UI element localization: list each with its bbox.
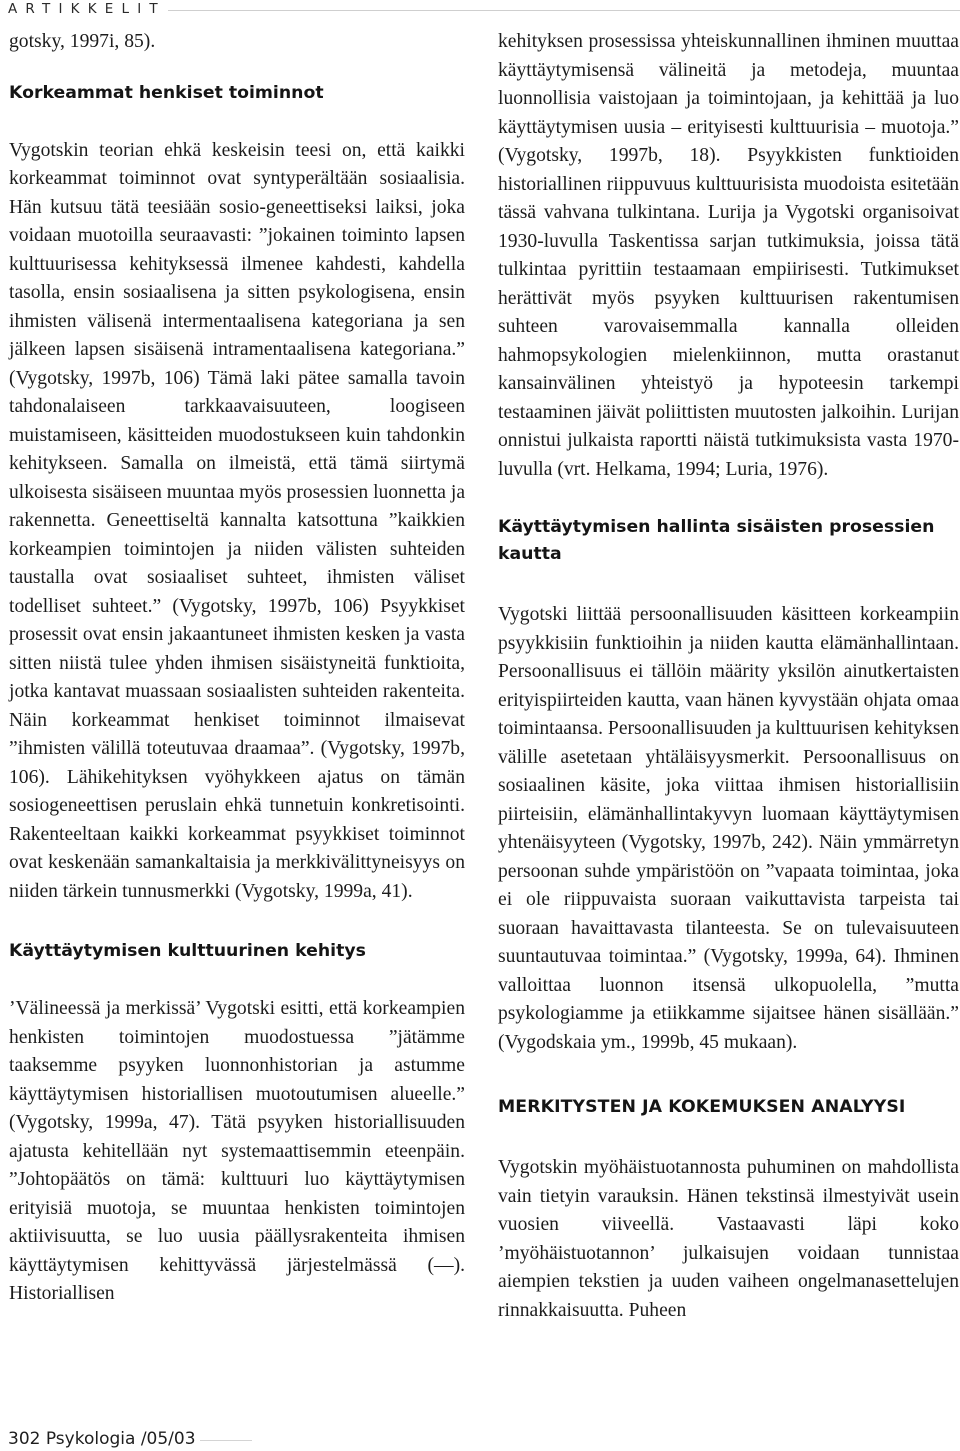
paragraph-left-3: ’Välineessä ja merkissä’ Vygotski esitti, että korkeampien henkisten toimintojen muodostuessa ”jätämme taaksemme psyyken luonnonhistorian ja astumme käyttäytymisen historiallisen muotoutumisen alueelle.” (Vygotsky, 1999a, 47). Tätä psyyken historiallisuuden ajatusta kehitellään nyt systemaattisemmin eteenpäin. ”Johtopäätös on tämä: kulttuuri luo käyttäytymisen erityisiä muotoja, se muuntaa henkisten toimintojen aktiivisuutta, se luo uusia päällysrakenteita ihmisen käyttäytymisen kehittyvässä järjestelmässä (—). Historiallisen (9, 998, 465, 1304)
heading-kayttaytymisen-kulttuurinen-kehitys: Käyttäytymisen kulttuurinen kehitys (9, 941, 366, 961)
paragraph-right-2: Vygotski liittää persoonallisuuden käsitteen korkeampiin psyykkisiin funktioihin ja niiden kautta elämänhallintaan. Persoonallisuus ei tällöin määrity yksilön ainutkertaisten erityispiirteiden kautta, vaan hänen kyvystään ohjata omaa toimintaansa. Persoonallisuuden ja kulttuurisen kehityksen välille asetetaan yhtäläisyysmerkit. Persoonallisuus on sosiaalinen käsite, joka viittaa ihmisen historiallisiin piirteisiin, elämänhallintakyvyn luomaan käyttäytymisen yhtenäisyyteen (Vygotsky, 1997b, 242). Näin ymmärretyn persoonan suhde ympäristöön on ”vapaata toimintaa, joka ei ole riippuvaista suoraan vaikuttavista tarpeista tai suoraan havaittavasta tilanteesta. Se on tulevaisuuteen suuntautuvaa toimintaa.” (Vygotsky, 1999a, 64). Ihminen valloittaa luonnon itsensä ulkopuolella, ”mutta psykologiamme ja etiikkamme sijaitsee hänen sisällään.” (Vygodskaia ym., 1999b, 45 mukaan). (498, 604, 959, 1053)
paragraph-left-2: Vygotskin teorian ehkä keskeisin teesi on, että kaikki korkeammat toiminnot ovat syntyperältään sosiaalisia. Hän kutsuu tätä teesiään sosio-geneettiseksi laiksi, joka voidaan muotoilla seuraavasti: ”jokainen toiminto lapsen kulttuurisessa kehityksessä ilmenee kahdesti, kahdella tasolla, ensin sosiaalisena ja sitten psykologisena, ensin ihmisten välisenä intermentaalisena kategoriana ja sen jälkeen lapsen sisäisenä intramentaalisena kategoriana.” (Vygotsky, 1997b, 106) Tämä laki pätee samalla tavoin tahdonalaiseen tarkkaavaisuuteen, loogiseen muistamiseen, käsitteiden muodostukseen kuin tahdonkin kehitykseen. Samalla on ilmeistä, että tämä siirtymä ulkoisesta sisäiseen muuntaa myös prosessien luonnetta ja rakennetta. Geneettiseltä kannalta katsottuna ”kaikkien korkeampien toimintojen ja niiden välisten suhteiden taustalla ovat sosiaaliset suhteet, ihmisten väliset todelliset suhteet.” (Vygotsky, 1997b, 106) Psyykkiset prosessit ovat ensin jakaantuneet ihmisten kesken ja vasta sitten niistä tulee yhden ihmisen sisäistyneitä funktioita, jotka kantavat muassaan sosiaalisten suhteiden rakenteita. Näin korkeammat henkiset toiminnot ilmaisevat ”ihmisten välillä toteutuvaa draamaa”. (Vygotsky, 1997b, 106). Lähikehityksen vyöhykkeen ajatus on tämän sosiogeneettisen peruslain ehkä tunnetuin konkretisointi. Rakenteeltaan kaikki korkeammat psyykkiset toiminnot ovat keskenään samankaltaisia ja merkkivälittyneisyys on niiden tärkein tunnusmerkki (Vygotsky, 1999a, 41). (9, 139, 466, 902)
heading-merkitysten-ja-kokemuksen-analyysi: MERKITYSTEN JA KOKEMUKSEN ANALYYSI (498, 1097, 906, 1117)
heading-korkeammat-henkiset-toiminnot: Korkeammat henkiset toiminnot (9, 82, 324, 103)
left-column (9, 28, 465, 1309)
section-label: ARTIKKELIT (8, 1, 166, 17)
header-rule (168, 10, 960, 11)
paragraph-right-1: kehityksen prosessissa yhteiskunnallinen ihminen muuttaa käyttäytymisensä välineitä ja metodeja, muuntaa luonnollisia vaistojaan ja toimintojaan, ja kehittää ja luo käyttäytymisen uusia – erityisesti kulttuurisia – muotoja.” (Vygotsky, 1997b, 18). Psyykkisten funktioiden historiallinen riippuvuus kulttuurisista muodoista esitetään tässä vahvana tulkintana. Lurija ja Vygotski organisoivat 1930-luvulla Taskentissa sarjan tutkimuksia, joissa tätä tulkintaa pyrittiin testaamaan empiirisesti. Tutkimukset herättivät myös psyyken kulttuurisen rakentumisen suhteen varovaisemmalla kannalla olleiden hahmopsykologien mielenkiinnon, mutta orastanut kansainvälinen yhteistyö ja hypoteesin tarkempi testaaminen jäivät poliittisten muutosten jalkoihin. Lurijan onnistui julkaista raportti näistä tutkimuksista vasta 1970-luvulla (vrt. Helkama, 1994; Luria, 1976). (498, 31, 959, 480)
paragraph-right-3: Vygotskin myöhäistuotannosta puhuminen on mahdollista vain tietyin varauksin. Hänen tekstinsä ilmestyivät usein vuosien viiveellä. Vastaavasti läpi koko ’myöhäistuotannon’ julkaisujen voidaan tunnistaa aiempien tekstien ja uuden vaiheen ongelmanasettelujen rinnakkaisuutta. Puheen (498, 1157, 959, 1321)
paragraph-left-1: gotsky, 1997i, 85). (9, 31, 156, 52)
heading-kayttaytymisen-hallinta: Käyttäytymisen hallinta sisäisten prosessien kautta (498, 517, 935, 564)
right-column (498, 28, 959, 1325)
page-footer: 302 Psykologia /05/03 (8, 1429, 196, 1449)
footer-rule (200, 1440, 252, 1441)
